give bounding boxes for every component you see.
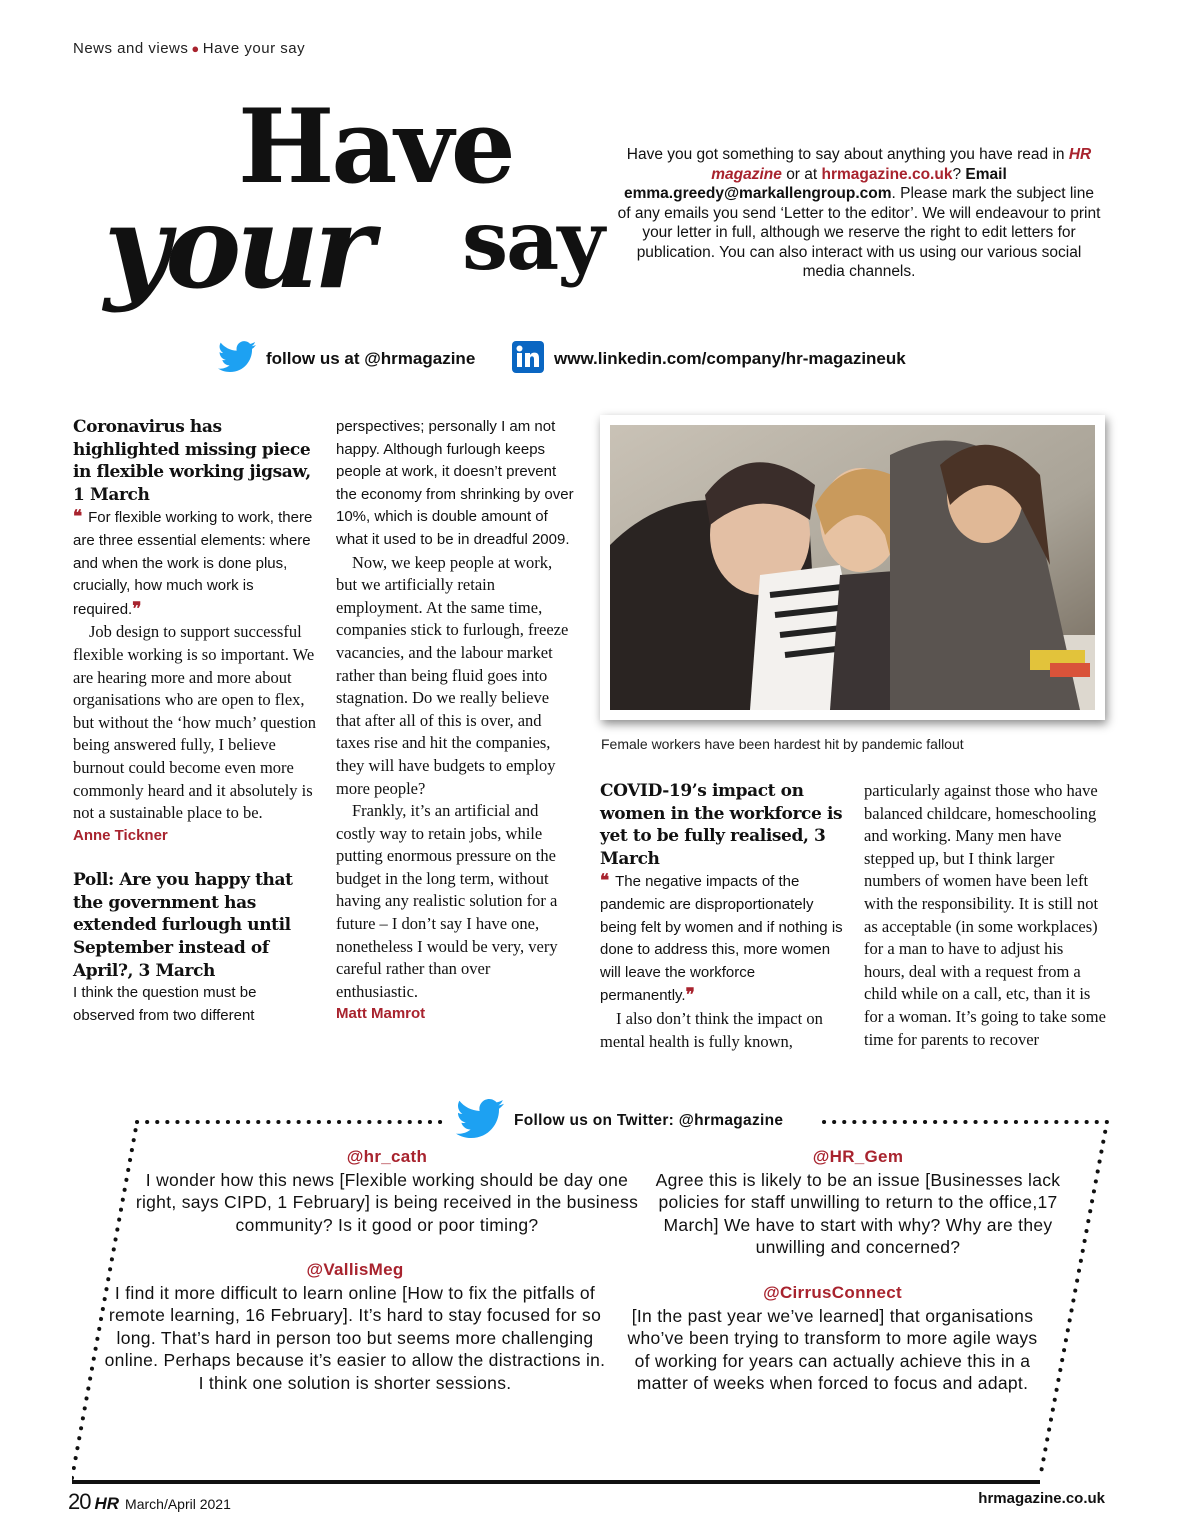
article-body: Job design to support successful flexible working is so important. We are hearing more and more about organisations who are open to flex, but without the ‘how much’ question being answered fully, I believe burnout could become even more commonly heard and it absolutely is not a sustainable place to be. (73, 622, 317, 823)
intro-email-link[interactable]: Email emma.greedy@markallengroup.com (624, 165, 1007, 202)
twitter-follow[interactable] (218, 344, 475, 374)
photo-frame (600, 415, 1105, 720)
intro-rest: . Please mark the subject line of any emails you send ‘Letter to the editor’. We will endeavour to print your letter in full, although we reserve the right to edit letters for publication. You can also interact with us using our various social media channels. (617, 185, 1101, 280)
article-headline: Coronavirus has highlighted missing piece in flexible working jigsaw, 1 March (73, 417, 311, 505)
page-title-your: your (104, 180, 370, 314)
article-intro: I think the question must be observed from two different (73, 984, 257, 1024)
tweet-text: I wonder how this news [Flexible working should be day one right, says CIPD, 1 February] is being received in the business community? Is it good or poor timing? (135, 1169, 639, 1235)
open-quote-icon: ❝ (73, 507, 89, 528)
footer-hr-logo: HR (94, 1494, 120, 1513)
twitter-bird-icon (218, 341, 256, 378)
tweet-text: [In the past year we’ve learned] that organisations who’ve been trying to transform to more agile ways of working for years can actually achieve this in a matter of weeks when forced to focus and adapt. (627, 1305, 1038, 1394)
tweet-handle[interactable]: @CirrusConnect (763, 1283, 902, 1302)
article-covid-women (600, 780, 844, 1053)
close-quote-icon: ❞ (685, 985, 695, 1006)
women-colleagues-photo (610, 425, 1095, 710)
linkedin-follow[interactable] (512, 344, 906, 374)
article-author: Anne Tickner (73, 826, 168, 844)
article-quote (600, 870, 844, 1008)
page-number: 20 (68, 1489, 91, 1514)
article-headline: COVID-19’s impact on women in the workforce is yet to be fully realised, 3 March (600, 781, 843, 869)
tweet-text: Agree this is likely to be an issue [Businesses lack policies for staff unwilling to return to the office,17 March] We have to start with why? Why are they unwilling and concerned? (655, 1169, 1061, 1258)
tweet (132, 1146, 642, 1236)
hr-magazine-name: HR magazine (711, 146, 1092, 183)
linkedin-icon (512, 341, 544, 378)
tweet-text: I find it more difficult to learn online [How to fix the pitfalls of remote learning, 16 February]. It’s hard to stay focused for so long. That’s hard in person too but seems more challenging online. Perhaps because it’s easier to allow the distractions in. I think one solution is shorter sessions. (104, 1282, 606, 1393)
article-author: Matt Mamrot (336, 1005, 426, 1023)
linkedin-url: www.linkedin.com/company/hr-magazineuk (554, 349, 906, 368)
article-paragraph: Now, we keep people at work, but we artificially retain employment. At the same time, companies stick to furlough, freeze vacancies, and the labour market rather than being fluid goes into stagnation. Do we really believe that after all of this is over, and taxes rise and hit the companies, they will have budgets to employ more people? (336, 552, 569, 798)
twitter-box-title[interactable]: Follow us on Twitter: @hrmagazine (514, 1112, 784, 1129)
intro-q: ? (952, 165, 962, 183)
article-paragraph: Frankly, it’s an artificial and costly way to retain jobs, while putting enormous pressure on the budget in the long term, without having any realistic solution for a future – I don’t say I have one, nonetheless I would be very, very careful rather than over enthusiastic. (336, 801, 558, 1001)
article-furlough-cont (336, 416, 576, 1026)
photo-caption: Female workers have been hardest hit by pandemic fallout (601, 736, 964, 752)
footer-site-link[interactable]: hrmagazine.co.uk (978, 1490, 1105, 1507)
page-title-have: Have (238, 87, 513, 207)
twitter-bird-icon (456, 1098, 504, 1145)
tweet (638, 1146, 1078, 1259)
article-body-cont: particularly against those who have balanced childcare, homeschooling and working. Many men have stepped up, but I think larger numbers of women have been left with the responsibility. It is still not as acceptable (in some workplaces) for a man to have to adjust his hours, deal with a request from a child while on a call, etc, than it is for a woman. It’s going to take some time for parents to recover (864, 781, 1106, 1049)
quote-text: For flexible working to work, there are three essential elements: where and when the work is done plus, crucially, how much work is required. (73, 509, 313, 618)
close-quote-icon: ❞ (132, 598, 142, 619)
breadcrumb-sub[interactable]: Have your say (202, 40, 306, 57)
page-title-say: say (462, 193, 603, 289)
intro-text (616, 145, 1102, 282)
footer-issue: March/April 2021 (125, 1496, 231, 1512)
tweet-handle[interactable]: @hr_cath (346, 1147, 428, 1166)
intro-read-in: read in (1017, 146, 1065, 163)
article-intro-cont: perspectives; personally I am not happy. Although furlough keeps people at work, it doesn’t prevent the economy from shrinking by over 10%, which is double amount of what it used to be in dreadful 2009. (336, 418, 574, 548)
page-footer-left (68, 1489, 231, 1515)
breadcrumb-section[interactable]: News and views (73, 40, 189, 57)
article-headline: Poll: Are you happy that the government has extended furlough until September instead of April?, 3 March (73, 870, 293, 981)
tweet (620, 1282, 1045, 1395)
tweet-handle[interactable]: @VallisMeg (306, 1260, 404, 1279)
breadcrumb (73, 40, 305, 57)
article-flexible-working (73, 416, 318, 1027)
tweet-handle[interactable]: @HR_Gem (812, 1147, 904, 1166)
intro-line: Have you got something to say about anything you have (626, 146, 1013, 163)
open-quote-icon: ❝ (600, 871, 616, 892)
tweet (100, 1259, 610, 1395)
quote-text: The negative impacts of the pandemic are disproportionately being felt by women and if nothing is done to address this, more women will leave the workforce permanently. (600, 873, 843, 1005)
bullet-icon: ● (191, 41, 200, 56)
article-covid-women-cont (864, 780, 1108, 1051)
twitter-follow-label: follow us at @hrmagazine (266, 349, 476, 368)
intro-or-at: or at (786, 165, 818, 183)
intro-site-link[interactable]: hrmagazine.co.uk (821, 165, 953, 183)
article-body: I also don’t think the impact on mental health is fully known, (600, 1008, 823, 1051)
article-quote (73, 506, 318, 621)
